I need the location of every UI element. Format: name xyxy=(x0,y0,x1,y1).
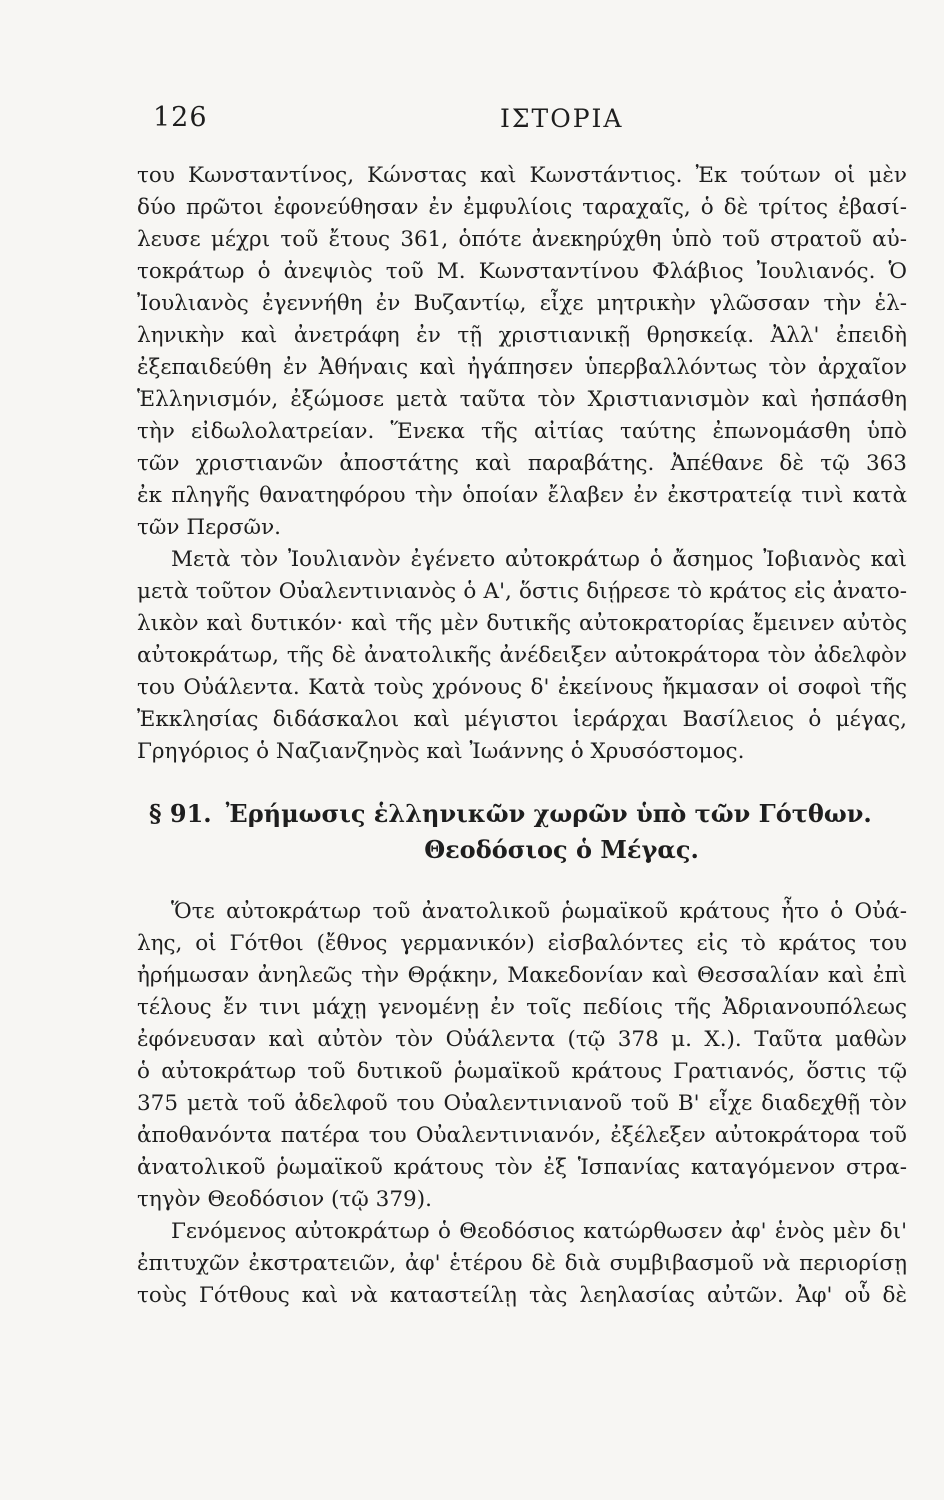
text-line: Ἰουλιανὸς ἐγεννήθη ἐν Βυζαντίῳ, εἶχε μητρικὴν γλῶσσαν τὴν ἑλ- xyxy=(137,291,907,316)
text-line: του Κωνσταντίνος, Κώνστας καὶ Κωνστάντιος. Ἐκ τούτων οἱ μὲν xyxy=(137,163,907,188)
text-line: τῶν χριστιανῶν ἀποστάτης καὶ παραβάτης. Ἀπέθανε δὲ τῷ 363 xyxy=(137,451,907,476)
text-line: Γρηγόριος ὁ Ναζιανζηνὸς καὶ Ἰωάννης ὁ Χρυσόστομος. xyxy=(137,739,745,764)
text-line: του Οὐάλεντα. Κατὰ τοὺς χρόνους δ' ἐκείνους ἤκμασαν οἱ σοφοὶ τῆς xyxy=(137,675,907,700)
text-line: δύο πρῶτοι ἐφονεύθησαν ἐν ἐμφυλίοις ταραχαῖς, ὁ δὲ τρίτος ἐβασί- xyxy=(137,195,907,220)
text-line: τῶν Περσῶν. xyxy=(137,515,281,540)
text-line: ἐφόνευσαν καὶ αὐτὸν τὸν Οὐάλεντα (τῷ 378 μ. Χ.). Ταῦτα μαθὼν xyxy=(137,1027,907,1052)
paragraph-1 xyxy=(137,160,907,544)
text-line: τοκράτωρ ὁ ἀνεψιὸς τοῦ Μ. Κωνσταντίνου Φλάβιος Ἰουλιανός. Ὁ xyxy=(137,259,907,284)
text-line: ἐκ πληγῆς θανατηφόρου τὴν ὁποίαν ἔλαβεν ἐν ἐκστρατείᾳ τινὶ κατὰ xyxy=(137,483,907,508)
text-line: τέλους ἔν τινι μάχῃ γενομένῃ ἐν τοῖς πεδίοις τῆς Ἀδριανουπόλεως xyxy=(137,995,907,1020)
text-line: λευσε μέχρι τοῦ ἔτους 361, ὁπότε ἀνεκηρύχθη ὑπὸ τοῦ στρατοῦ αὐ- xyxy=(137,227,907,252)
text-line: Μετὰ τὸν Ἰουλιανὸν ἐγένετο αὐτοκράτωρ ὁ ἄσημος Ἰοβιανὸς καὶ xyxy=(171,547,907,572)
text-line: ἠρήμωσαν ἀνηλεῶς τὴν Θρᾴκην, Μακεδονίαν καὶ Θεσσαλίαν καὶ ἐπὶ xyxy=(137,963,907,988)
section-number: § 91. xyxy=(149,799,212,828)
page-number: 126 xyxy=(153,102,208,133)
text-line: Ἐκκλησίας διδάσκαλοι καὶ μέγιστοι ἱεράρχαι Βασίλειος ὁ μέγας, xyxy=(137,707,907,732)
body-text xyxy=(137,160,907,1312)
section-title-line-2: Θεοδόσιος ὁ Μέγας. xyxy=(424,835,699,864)
text-line: λικὸν καὶ δυτικόν· καὶ τῆς μὲν δυτικῆς αὐτοκρατορίας ἔμεινεν αὐτὸς xyxy=(137,611,907,636)
text-line: Γενόμενος αὐτοκράτωρ ὁ Θεοδόσιος κατώρθωσεν ἀφ' ἑνὸς μὲν δι' xyxy=(171,1219,907,1244)
text-line: Ἑλληνισμόν, ἐξώμοσε μετὰ ταῦτα τὸν Χριστιανισμὸν καὶ ἠσπάσθη xyxy=(137,387,907,412)
text-line: ἀνατολικοῦ ῥωμαϊκοῦ κράτους τὸν ἐξ Ἱσπανίας καταγόμενον στρα- xyxy=(137,1155,907,1180)
text-line: ἐξεπαιδεύθη ἐν Ἀθήναις καὶ ἠγάπησεν ὑπερβαλλόντως τὸν ἀρχαῖον xyxy=(137,355,907,380)
text-line: μετὰ τοῦτον Οὐαλεντινιανὸς ὁ Α', ὅστις διῄρεσε τὸ κράτος εἰς ἀνατο- xyxy=(137,579,907,604)
text-line: ὁ αὐτοκράτωρ τοῦ δυτικοῦ ῥωμαϊκοῦ κράτους Γρατιανός, ὅστις τῷ xyxy=(137,1059,907,1084)
text-line: τοὺς Γότθους καὶ νὰ καταστείλῃ τὰς λεηλασίας αὐτῶν. Ἀφ' οὗ δὲ xyxy=(137,1283,907,1308)
section-heading xyxy=(149,796,894,868)
text-line: λης, οἱ Γότθοι (ἔθνος γερμανικόν) εἰσβαλόντες εἰς τὸ κράτος του xyxy=(137,931,907,956)
text-line: ληνικὴν καὶ ἀνετράφη ἐν τῇ χριστιανικῇ θρησκείᾳ. Ἀλλ' ἐπειδὴ xyxy=(137,323,907,348)
paragraph-3 xyxy=(137,896,907,1216)
text-line: τηγὸν Θεοδόσιον (τῷ 379). xyxy=(137,1187,432,1212)
text-line: ἐπιτυχῶν ἐκστρατειῶν, ἀφ' ἑτέρου δὲ διὰ συμβιβασμοῦ νὰ περιορίσῃ xyxy=(137,1251,907,1276)
text-line: τὴν εἰδωλολατρείαν. Ἕνεκα τῆς αἰτίας ταύτης ἐπωνομάσθη ὑπὸ xyxy=(137,419,907,444)
section-title-line-1: Ἐρήμωσις ἑλληνικῶν χωρῶν ὑπὸ τῶν Γότθων. xyxy=(225,799,872,828)
text-line: 375 μετὰ τοῦ ἀδελφοῦ του Οὐαλεντινιανοῦ τοῦ Β' εἶχε διαδεχθῇ τὸν xyxy=(137,1091,907,1116)
paragraph-4 xyxy=(137,1216,907,1312)
paragraph-2 xyxy=(137,544,907,768)
text-line: ἀποθανόντα πατέρα του Οὐαλεντινιανόν, ἐξέλεξεν αὐτοκράτορα τοῦ xyxy=(137,1123,907,1148)
running-title: ΙΣΤΟΡΙΑ xyxy=(500,104,624,133)
text-line: αὐτοκράτωρ, τῆς δὲ ἀνατολικῆς ἀνέδειξεν αὐτοκράτορα τὸν ἀδελφὸν xyxy=(137,643,907,668)
page-header xyxy=(150,100,910,140)
text-line: Ὅτε αὐτοκράτωρ τοῦ ἀνατολικοῦ ῥωμαϊκοῦ κράτους ἦτο ὁ Οὐά- xyxy=(171,899,907,924)
